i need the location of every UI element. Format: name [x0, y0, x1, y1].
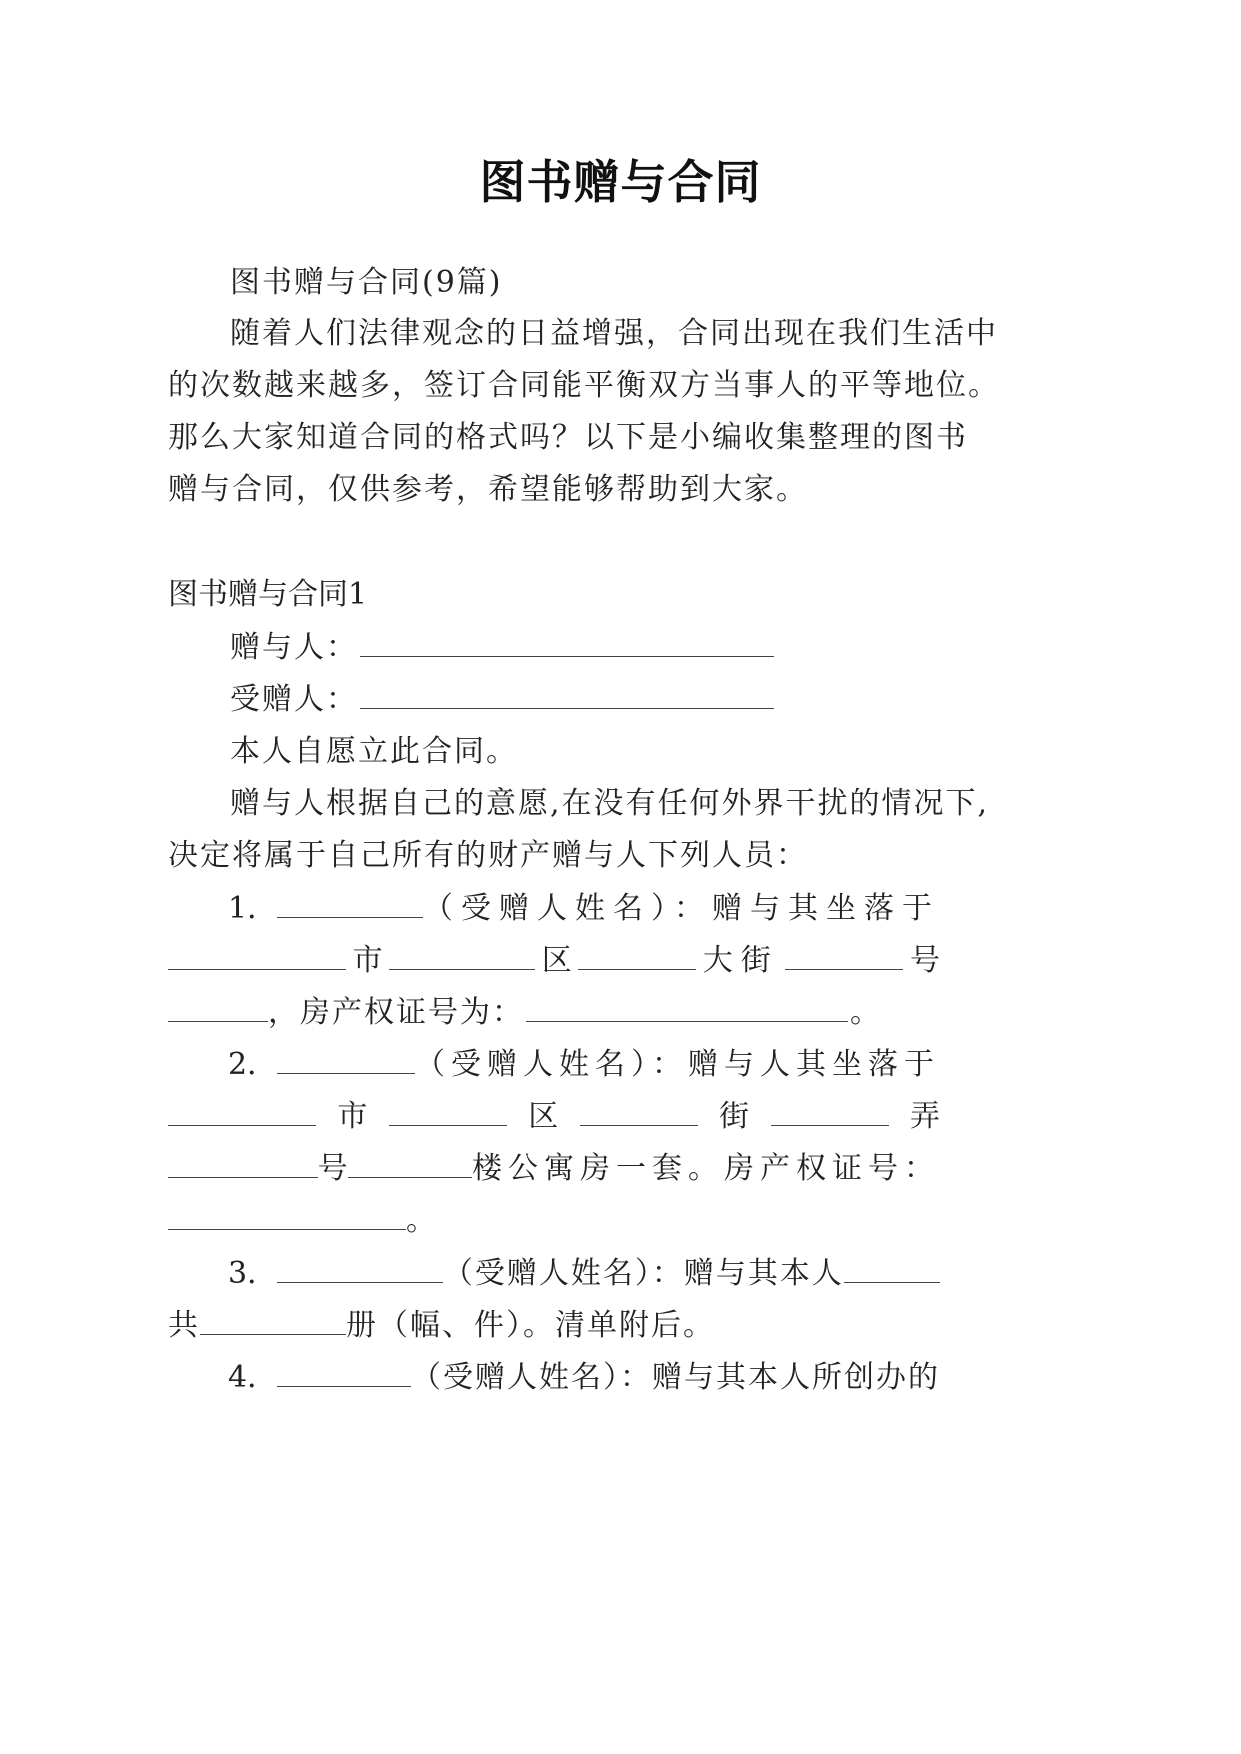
- item2-district-blank[interactable]: [389, 1099, 507, 1126]
- item2-street-blank[interactable]: [580, 1099, 698, 1126]
- item2-line-3: [168, 1149, 940, 1189]
- item2-number: 2．: [228, 1047, 278, 1082]
- item1-city: 市: [352, 943, 383, 978]
- item1-city-blank[interactable]: [168, 943, 346, 970]
- donor-label: 赠与人：: [230, 630, 358, 665]
- item3-count-blank[interactable]: [200, 1308, 346, 1335]
- recipient-blank[interactable]: [360, 682, 774, 709]
- item2-hao: 号: [317, 1151, 348, 1186]
- item2-lane: 弄: [909, 1099, 940, 1134]
- item3-line-2: [168, 1306, 715, 1346]
- item1-line-3: [168, 993, 882, 1033]
- item1-line-1: [228, 889, 940, 929]
- item4-name-blank[interactable]: [277, 1360, 411, 1387]
- item4-number: 4．: [228, 1360, 278, 1395]
- intro-line-3: 那么大家知道合同的格式吗？以下是小编收集整理的图书: [168, 420, 968, 455]
- item1-cert-label: ，房产权证号为：: [268, 995, 524, 1030]
- item1-district: 区: [541, 943, 572, 978]
- item2-clause: （受赠人姓名）：赠与人其坐落于: [415, 1047, 940, 1082]
- item1-street: 大街: [702, 943, 779, 978]
- item2-city: 市: [337, 1099, 368, 1134]
- item3-ce: 册（幅、件）。清单附后。: [346, 1308, 715, 1343]
- item3-line-1: [228, 1254, 940, 1294]
- item2-name-blank[interactable]: [277, 1047, 415, 1074]
- para-a-line-1: 赠与人根据自己的意愿,在没有任何外界干扰的情况下,: [230, 786, 990, 821]
- item2-lane-number-blank[interactable]: [168, 1151, 318, 1178]
- document-title: 图书赠与合同: [479, 155, 762, 209]
- item3-number: 3．: [228, 1256, 278, 1291]
- item3-clause: （受赠人姓名）：赠与其本人: [442, 1256, 844, 1291]
- item1-number-blank[interactable]: [785, 943, 903, 970]
- item1-hao-blank[interactable]: [168, 995, 268, 1022]
- item2-end: 。: [406, 1203, 438, 1238]
- item2-district: 区: [528, 1099, 559, 1134]
- item1-end: 。: [850, 995, 882, 1030]
- item1-hao: 号: [909, 943, 940, 978]
- para-a-line-2: 决定将属于自己所有的财产赠与人下列人员：: [168, 838, 808, 873]
- item2-number-blank[interactable]: [348, 1151, 472, 1178]
- section-heading: 图书赠与合同1: [168, 577, 368, 612]
- item2-building: 楼公寓房一套。房产权证号：: [472, 1151, 940, 1186]
- document-subtitle: 图书赠与合同(9篇): [230, 265, 503, 300]
- item2-cert-blank[interactable]: [168, 1203, 406, 1230]
- recipient-row: [230, 680, 776, 720]
- item2-city-blank[interactable]: [168, 1099, 316, 1126]
- intro-line-1: 随着人们法律观念的日益增强，合同出现在我们生活中: [230, 316, 998, 351]
- item1-name-blank[interactable]: [277, 891, 423, 918]
- item1-number: 1．: [228, 891, 278, 926]
- item3-gong: 共: [168, 1308, 200, 1343]
- item3-name-blank[interactable]: [277, 1256, 443, 1283]
- item1-street-blank[interactable]: [578, 943, 696, 970]
- item1-line-2: [168, 941, 940, 981]
- item2-line-2: [168, 1097, 940, 1137]
- item2-line-4: [168, 1201, 438, 1241]
- item1-district-blank[interactable]: [389, 943, 535, 970]
- item2-line-1: [228, 1045, 940, 1085]
- donor-blank[interactable]: [360, 630, 774, 657]
- recipient-label: 受赠人：: [230, 682, 358, 717]
- intro-line-4: 赠与合同，仅供参考，希望能够帮助到大家。: [168, 472, 808, 507]
- item4-clause: （受赠人姓名）：赠与其本人所创办的: [411, 1360, 940, 1395]
- item4-line-1: [228, 1358, 940, 1398]
- item1-clause: （受赠人姓名）：赠与其坐落于: [423, 891, 940, 926]
- item2-lane-blank[interactable]: [771, 1099, 889, 1126]
- item3-item-blank[interactable]: [844, 1256, 940, 1283]
- intro-line-2: 的次数越来越多，签订合同能平衡双方当事人的平等地位。: [168, 368, 1000, 403]
- item1-cert-blank[interactable]: [526, 995, 848, 1022]
- voluntary-statement: 本人自愿立此合同。: [230, 734, 518, 769]
- item2-street: 街: [719, 1099, 750, 1134]
- donor-row: [230, 628, 776, 668]
